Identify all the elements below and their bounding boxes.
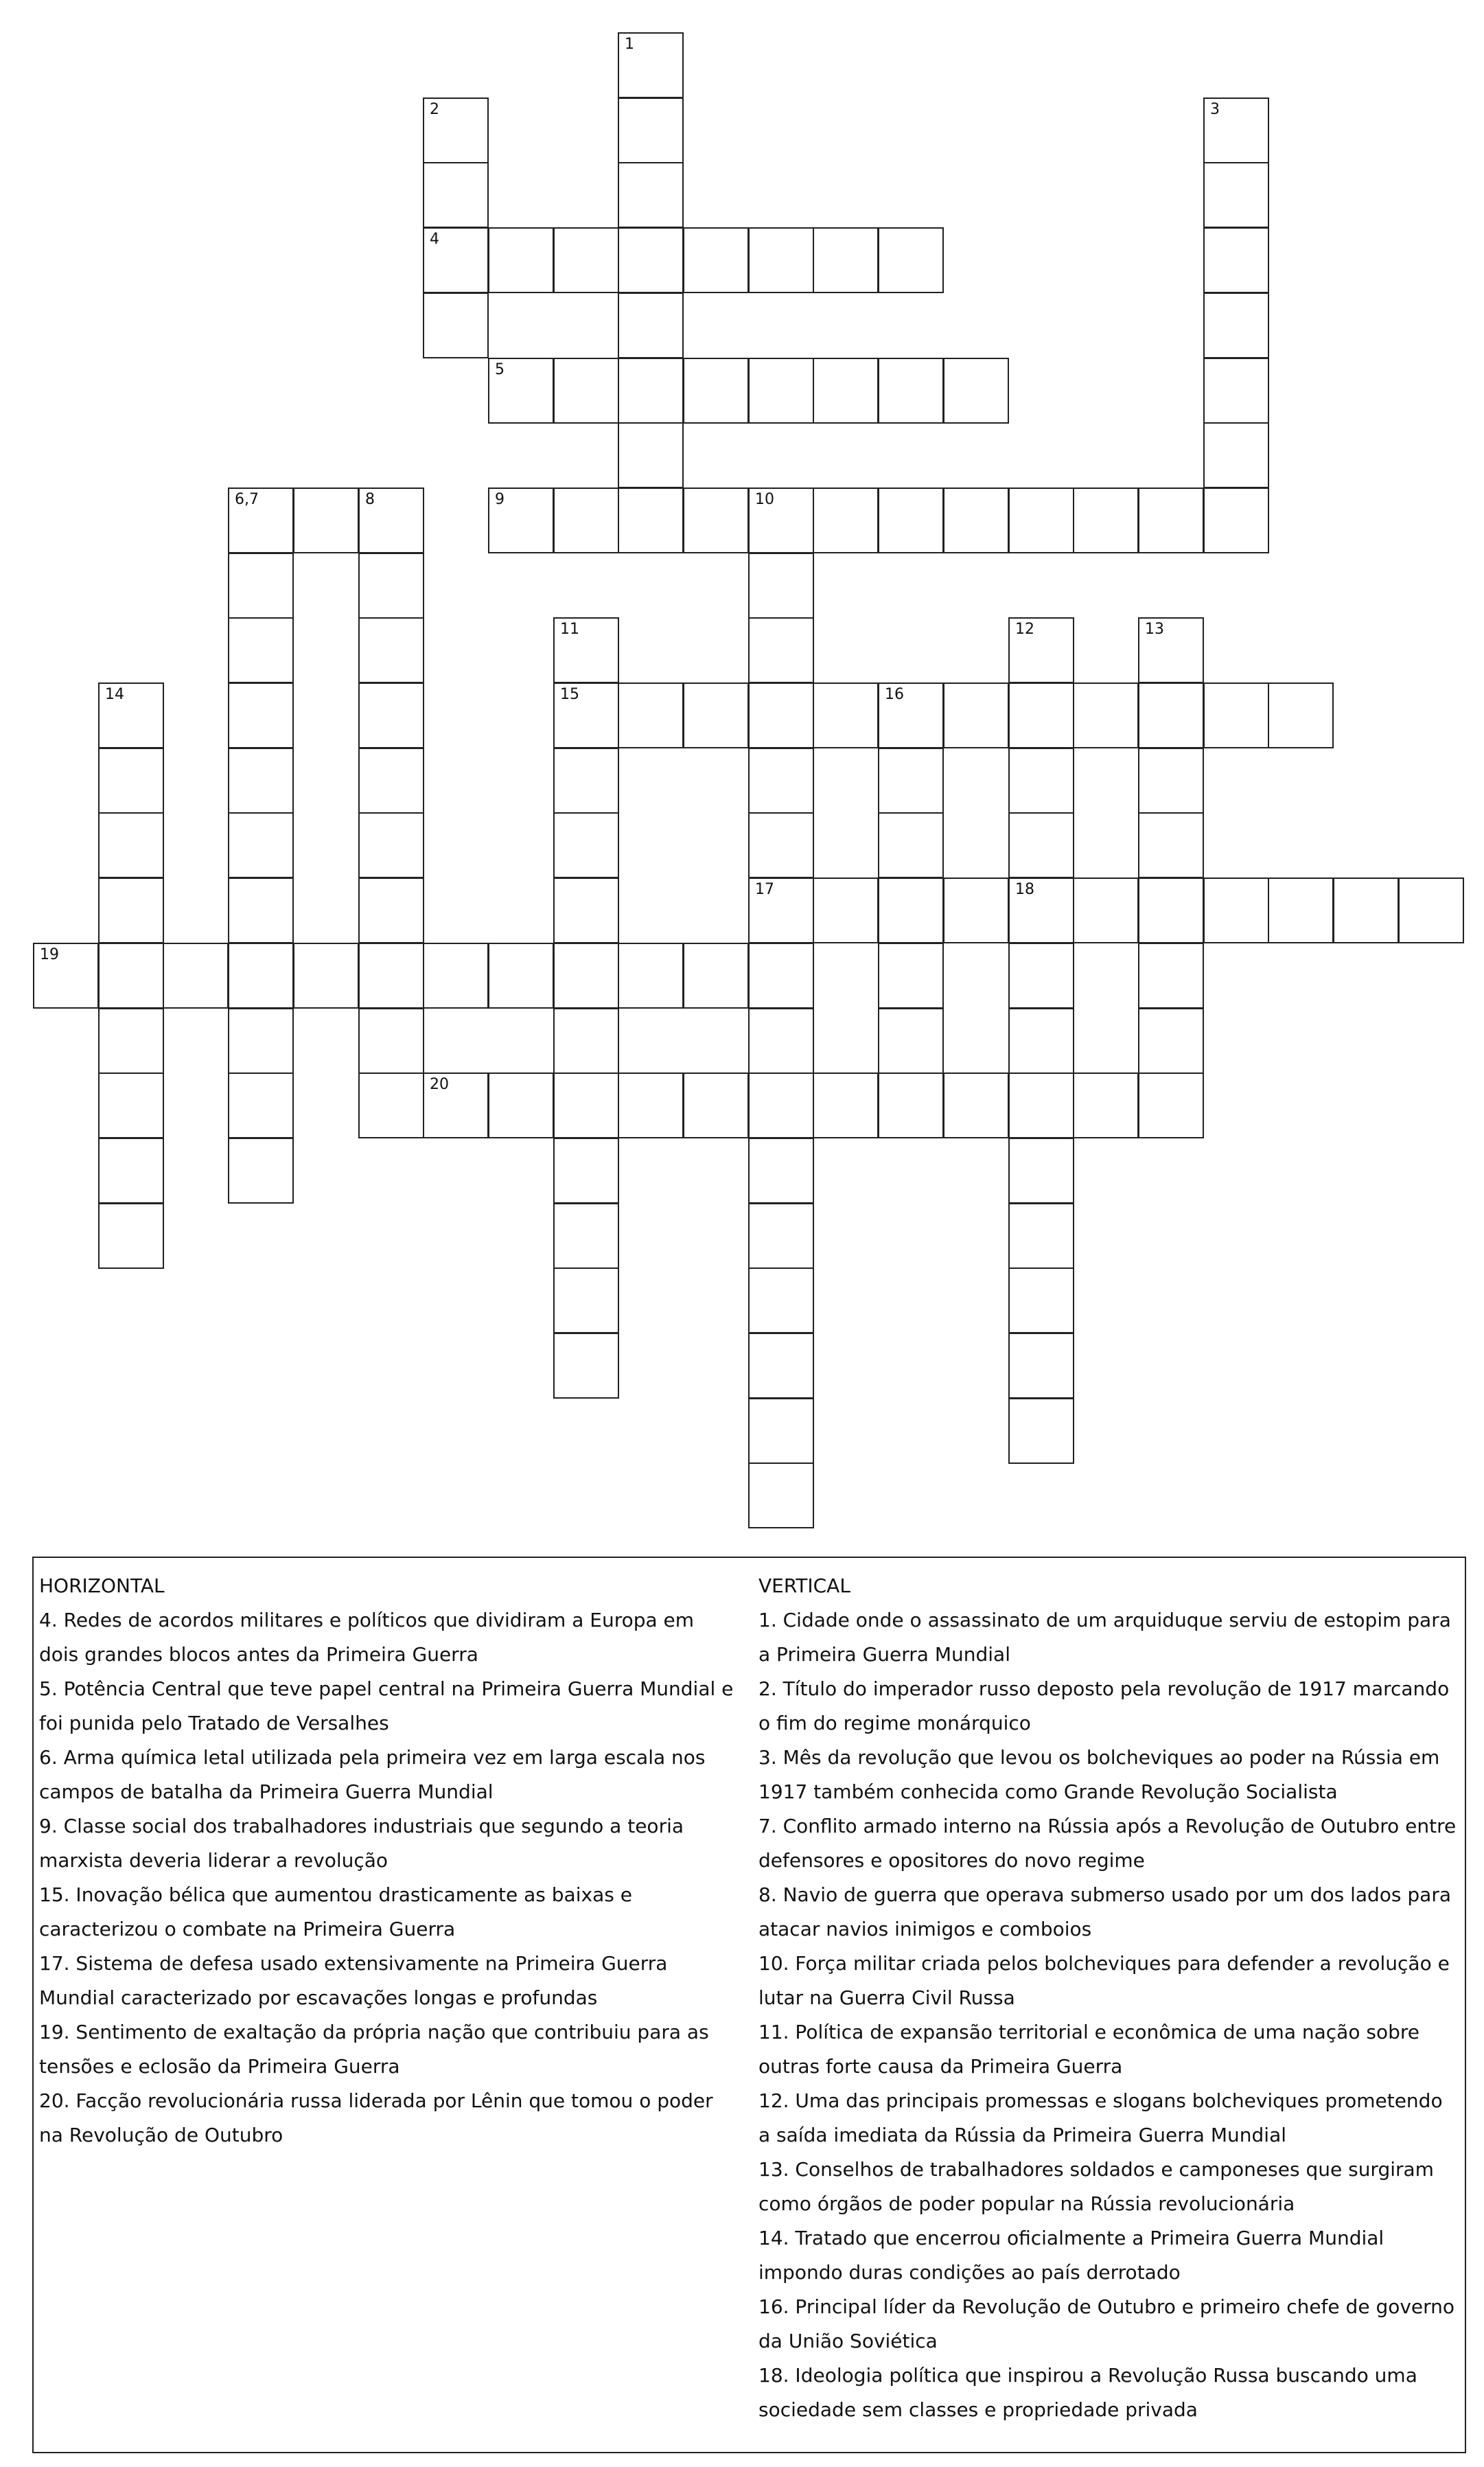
clue-h-15: 15. Inovação bélica que aumentou drasticamente as baixas e caracterizou o combate na Primeira Guerra bbox=[39, 1883, 632, 1940]
grid-cell[interactable] bbox=[943, 877, 1009, 943]
grid-cell[interactable] bbox=[1008, 877, 1074, 943]
clue-v-1: 1. Cidade onde o assassinato de um arquiduque serviu de estopim para a Primeira Guerra Mundial bbox=[758, 1609, 1451, 1666]
grid-cell[interactable] bbox=[1008, 812, 1074, 878]
grid-cell[interactable] bbox=[1203, 422, 1269, 488]
grid-cell[interactable] bbox=[878, 682, 944, 748]
grid-cell[interactable] bbox=[98, 943, 164, 1009]
grid-cell[interactable] bbox=[1008, 617, 1074, 683]
grid-cell[interactable] bbox=[748, 1203, 814, 1269]
grid-cell[interactable] bbox=[748, 1462, 814, 1528]
grid-cell[interactable] bbox=[618, 1072, 684, 1138]
grid-cell[interactable] bbox=[1203, 487, 1269, 553]
grid-cell[interactable] bbox=[1008, 1138, 1074, 1204]
grid-cell[interactable] bbox=[423, 162, 489, 228]
grid-cell[interactable] bbox=[553, 358, 619, 424]
clue-number: 17 bbox=[755, 881, 774, 898]
grid-cell[interactable] bbox=[813, 487, 879, 553]
grid-cell[interactable] bbox=[1203, 162, 1269, 228]
clue-number: 13 bbox=[1145, 621, 1164, 638]
grid-cell[interactable] bbox=[1073, 682, 1139, 748]
grid-cell[interactable] bbox=[618, 32, 684, 98]
clue-v-13: 13. Conselhos de trabalhadores soldados e camponeses que surgiram como órgãos de poder popular na Rússia revolucionária bbox=[758, 2158, 1434, 2215]
grid-cell[interactable] bbox=[163, 943, 229, 1009]
clue-v-14: 14. Tratado que encerrou oficialmente a Primeira Guerra Mundial impondo duras condições ao país derrotado bbox=[758, 2227, 1384, 2284]
grid-cell[interactable] bbox=[358, 748, 424, 814]
grid-cell[interactable] bbox=[553, 1072, 619, 1138]
grid-cell[interactable] bbox=[1138, 1008, 1204, 1074]
clue-number: 12 bbox=[1015, 621, 1034, 638]
grid-cell[interactable] bbox=[748, 877, 814, 943]
grid-cell[interactable] bbox=[98, 1138, 164, 1204]
grid-cell[interactable] bbox=[228, 617, 294, 683]
grid-cell[interactable] bbox=[683, 487, 749, 553]
grid-cell[interactable] bbox=[553, 1267, 619, 1333]
clue-number: 5 bbox=[495, 361, 505, 378]
clue-h-9: 9. Classe social dos trabalhadores industriais que segundo a teoria marxista deveria liderar a revolução bbox=[39, 1815, 684, 1872]
grid-cell[interactable] bbox=[423, 1072, 489, 1138]
grid-cell[interactable] bbox=[878, 1008, 944, 1074]
grid-cell[interactable] bbox=[748, 1267, 814, 1333]
grid-cell[interactable] bbox=[1008, 487, 1074, 553]
grid-cell[interactable] bbox=[1203, 97, 1269, 163]
clue-number: 14 bbox=[105, 686, 124, 703]
horizontal-clues bbox=[39, 1569, 739, 2153]
grid-cell[interactable] bbox=[1138, 812, 1204, 878]
clue-number: 9 bbox=[495, 491, 505, 508]
clue-number: 15 bbox=[560, 686, 579, 703]
grid-cell[interactable] bbox=[553, 617, 619, 683]
grid-cell[interactable] bbox=[1138, 1072, 1204, 1138]
clue-h-19: 19. Sentimento de exaltação da própria nação que contribuiu para as tensões e eclosão da Primeira Guerra bbox=[39, 2021, 709, 2078]
grid-cell[interactable] bbox=[228, 682, 294, 748]
grid-cell[interactable] bbox=[358, 812, 424, 878]
grid-cell[interactable] bbox=[1138, 617, 1204, 683]
grid-cell[interactable] bbox=[228, 1072, 294, 1138]
clue-number: 18 bbox=[1015, 881, 1034, 898]
grid-cell[interactable] bbox=[488, 943, 554, 1009]
grid-cell[interactable] bbox=[618, 97, 684, 163]
grid-cell[interactable] bbox=[878, 877, 944, 943]
grid-cell[interactable] bbox=[618, 487, 684, 553]
grid-cell[interactable] bbox=[878, 487, 944, 553]
grid-cell[interactable] bbox=[748, 227, 814, 293]
grid-cell[interactable] bbox=[423, 943, 489, 1009]
grid-cell[interactable] bbox=[1008, 1398, 1074, 1464]
grid-cell[interactable] bbox=[1203, 358, 1269, 424]
clue-number: 6,7 bbox=[235, 491, 259, 508]
grid-cell[interactable] bbox=[553, 682, 619, 748]
clue-number: 16 bbox=[885, 686, 904, 703]
grid-cell[interactable] bbox=[553, 877, 619, 943]
grid-cell[interactable] bbox=[553, 812, 619, 878]
clue-h-6: 6. Arma química letal utilizada pela primeira vez em larga escala nos campos de batalha da Primeira Guerra Mundial bbox=[39, 1746, 706, 1803]
grid-cell[interactable] bbox=[488, 487, 554, 553]
clues-box bbox=[32, 1557, 1466, 2453]
grid-cell[interactable] bbox=[358, 943, 424, 1009]
grid-cell[interactable] bbox=[813, 227, 879, 293]
grid-cell[interactable] bbox=[1008, 1072, 1074, 1138]
grid-cell[interactable] bbox=[1008, 1008, 1074, 1074]
grid-cell[interactable] bbox=[748, 1333, 814, 1399]
clue-number: 10 bbox=[755, 491, 774, 508]
grid-cell[interactable] bbox=[293, 943, 359, 1009]
grid-cell[interactable] bbox=[748, 1398, 814, 1464]
grid-cell[interactable] bbox=[553, 1333, 619, 1399]
grid-cell[interactable] bbox=[423, 97, 489, 163]
grid-cell[interactable] bbox=[748, 617, 814, 683]
grid-cell[interactable] bbox=[98, 812, 164, 878]
grid-cell[interactable] bbox=[813, 1072, 879, 1138]
grid-cell[interactable] bbox=[748, 1072, 814, 1138]
clue-h-4: 4. Redes de acordos militares e políticos que dividiram a Europa em dois grandes blocos antes da Primeira Guerra bbox=[39, 1609, 695, 1666]
grid-cell[interactable] bbox=[553, 1138, 619, 1204]
clue-number: 4 bbox=[430, 231, 439, 248]
grid-cell[interactable] bbox=[1138, 682, 1204, 748]
grid-cell[interactable] bbox=[748, 682, 814, 748]
grid-cell[interactable] bbox=[228, 1138, 294, 1204]
clue-v-11: 11. Política de expansão territorial e econômica de uma nação sobre outras forte causa da Primeira Guerra bbox=[758, 2021, 1419, 2078]
grid-cell[interactable] bbox=[618, 292, 684, 358]
grid-cell[interactable] bbox=[943, 682, 1009, 748]
grid-cell[interactable] bbox=[358, 877, 424, 943]
grid-cell[interactable] bbox=[1138, 943, 1204, 1009]
clue-h-17: 17. Sistema de defesa usado extensivamente na Primeira Guerra Mundial caracterizado por escavações longas e profundas bbox=[39, 1952, 668, 2009]
grid-cell[interactable] bbox=[878, 227, 944, 293]
grid-cell[interactable] bbox=[1138, 748, 1204, 814]
grid-cell[interactable] bbox=[1203, 227, 1269, 293]
clue-v-16: 16. Principal líder da Revolução de Outubro e primeiro chefe de governo da União Soviética bbox=[758, 2295, 1455, 2352]
grid-cell[interactable] bbox=[1008, 1203, 1074, 1269]
clue-number: 11 bbox=[560, 621, 579, 638]
grid-cell[interactable] bbox=[748, 748, 814, 814]
grid-cell[interactable] bbox=[813, 358, 879, 424]
grid-cell[interactable] bbox=[1333, 877, 1399, 943]
grid-cell[interactable] bbox=[1203, 292, 1269, 358]
grid-cell[interactable] bbox=[553, 1008, 619, 1074]
clue-number: 1 bbox=[625, 36, 634, 53]
grid-cell[interactable] bbox=[358, 553, 424, 619]
clue-number: 2 bbox=[430, 101, 439, 118]
grid-cell[interactable] bbox=[1073, 487, 1139, 553]
grid-cell[interactable] bbox=[1138, 487, 1204, 553]
grid-cell[interactable] bbox=[1008, 1267, 1074, 1333]
grid-cell[interactable] bbox=[748, 358, 814, 424]
horizontal-heading: HORIZONTAL bbox=[39, 1574, 165, 1597]
clue-v-10: 10. Força militar criada pelos bolcheviques para defender a revolução e lutar na Guerra Civil Russa bbox=[758, 1952, 1450, 2009]
grid-cell[interactable] bbox=[553, 227, 619, 293]
clue-h-5: 5. Potência Central que teve papel central na Primeira Guerra Mundial e foi punida pelo Tratado de Versalhes bbox=[39, 1677, 734, 1734]
grid-cell[interactable] bbox=[878, 358, 944, 424]
clue-number: 3 bbox=[1210, 101, 1220, 118]
grid-cell[interactable] bbox=[748, 1008, 814, 1074]
grid-cell[interactable] bbox=[618, 358, 684, 424]
vertical-heading: VERTICAL bbox=[758, 1574, 850, 1597]
grid-cell[interactable] bbox=[878, 1072, 944, 1138]
clue-v-3: 3. Mês da revolução que levou os bolcheviques ao poder na Rússia em 1917 também conhecida como Grande Revolução Socialista bbox=[758, 1746, 1440, 1803]
grid-cell[interactable] bbox=[748, 1138, 814, 1204]
grid-cell[interactable] bbox=[98, 877, 164, 943]
grid-cell[interactable] bbox=[683, 943, 749, 1009]
grid-cell[interactable] bbox=[488, 1072, 554, 1138]
grid-cell[interactable] bbox=[683, 682, 749, 748]
grid-cell[interactable] bbox=[33, 943, 99, 1009]
grid-cell[interactable] bbox=[228, 877, 294, 943]
grid-cell[interactable] bbox=[488, 227, 554, 293]
grid-cell[interactable] bbox=[553, 748, 619, 814]
grid-cell[interactable] bbox=[553, 943, 619, 1009]
grid-cell[interactable] bbox=[358, 487, 424, 553]
grid-cell[interactable] bbox=[1008, 748, 1074, 814]
grid-cell[interactable] bbox=[1398, 877, 1464, 943]
grid-cell[interactable] bbox=[1268, 682, 1334, 748]
clue-number: 20 bbox=[430, 1076, 449, 1093]
grid-cell[interactable] bbox=[228, 748, 294, 814]
grid-cell[interactable] bbox=[683, 1072, 749, 1138]
grid-cell[interactable] bbox=[228, 553, 294, 619]
grid-cell[interactable] bbox=[98, 748, 164, 814]
grid-cell[interactable] bbox=[943, 358, 1009, 424]
grid-cell[interactable] bbox=[813, 877, 879, 943]
grid-cell[interactable] bbox=[293, 487, 359, 553]
grid-cell[interactable] bbox=[98, 1203, 164, 1269]
vertical-clues bbox=[758, 1569, 1459, 2427]
clue-v-7: 7. Conflito armado interno na Rússia após a Revolução de Outubro entre defensores e opositores do novo regime bbox=[758, 1815, 1457, 1872]
clue-v-12: 12. Uma das principais promessas e slogans bolcheviques prometendo a saída imediata da Rússia da Primeira Guerra Mundial bbox=[758, 2089, 1443, 2146]
clue-number: 19 bbox=[40, 946, 59, 963]
grid-cell[interactable] bbox=[943, 487, 1009, 553]
grid-cell[interactable] bbox=[228, 943, 294, 1009]
clue-v-2: 2. Título do imperador russo deposto pela revolução de 1917 marcando o fim do regime monárquico bbox=[758, 1677, 1450, 1734]
clue-number: 8 bbox=[365, 491, 375, 508]
grid-cell[interactable] bbox=[358, 682, 424, 748]
grid-cell[interactable] bbox=[1268, 877, 1334, 943]
clue-v-18: 18. Ideologia política que inspirou a Revolução Russa buscando uma sociedade sem classes e propriedade privada bbox=[758, 2364, 1417, 2421]
grid-cell[interactable] bbox=[228, 1008, 294, 1074]
grid-cell[interactable] bbox=[1073, 877, 1139, 943]
grid-cell[interactable] bbox=[1008, 682, 1074, 748]
grid-cell[interactable] bbox=[358, 1008, 424, 1074]
grid-cell[interactable] bbox=[943, 1072, 1009, 1138]
grid-cell[interactable] bbox=[98, 682, 164, 748]
grid-cell[interactable] bbox=[618, 682, 684, 748]
grid-cell[interactable] bbox=[423, 227, 489, 293]
grid-cell[interactable] bbox=[618, 227, 684, 293]
grid-cell[interactable] bbox=[358, 617, 424, 683]
grid-cell[interactable] bbox=[228, 812, 294, 878]
grid-cell[interactable] bbox=[553, 487, 619, 553]
grid-cell[interactable] bbox=[748, 553, 814, 619]
grid-cell[interactable] bbox=[1203, 682, 1269, 748]
grid-cell[interactable] bbox=[228, 487, 294, 553]
grid-cell[interactable] bbox=[553, 1203, 619, 1269]
grid-cell[interactable] bbox=[618, 422, 684, 488]
grid-cell[interactable] bbox=[813, 682, 879, 748]
grid-cell[interactable] bbox=[878, 943, 944, 1009]
grid-cell[interactable] bbox=[618, 162, 684, 228]
grid-cell[interactable] bbox=[878, 748, 944, 814]
grid-cell[interactable] bbox=[488, 358, 554, 424]
grid-cell[interactable] bbox=[1008, 943, 1074, 1009]
grid-cell[interactable] bbox=[683, 227, 749, 293]
grid-cell[interactable] bbox=[683, 358, 749, 424]
grid-cell[interactable] bbox=[358, 1072, 424, 1138]
clue-v-8: 8. Navio de guerra que operava submerso usado por um dos lados para atacar navios inimigos e comboios bbox=[758, 1883, 1452, 1940]
grid-cell[interactable] bbox=[1203, 877, 1269, 943]
grid-cell[interactable] bbox=[1008, 1333, 1074, 1399]
grid-cell[interactable] bbox=[748, 943, 814, 1009]
grid-cell[interactable] bbox=[618, 943, 684, 1009]
grid-cell[interactable] bbox=[1073, 1072, 1139, 1138]
grid-cell[interactable] bbox=[1138, 877, 1204, 943]
grid-cell[interactable] bbox=[98, 1008, 164, 1074]
grid-cell[interactable] bbox=[423, 292, 489, 358]
grid-cell[interactable] bbox=[878, 812, 944, 878]
grid-cell[interactable] bbox=[748, 487, 814, 553]
grid-cell[interactable] bbox=[748, 812, 814, 878]
clue-h-20: 20. Facção revolucionária russa liderada por Lênin que tomou o poder na Revolução de Outubro bbox=[39, 2089, 713, 2146]
grid-cell[interactable] bbox=[98, 1072, 164, 1138]
